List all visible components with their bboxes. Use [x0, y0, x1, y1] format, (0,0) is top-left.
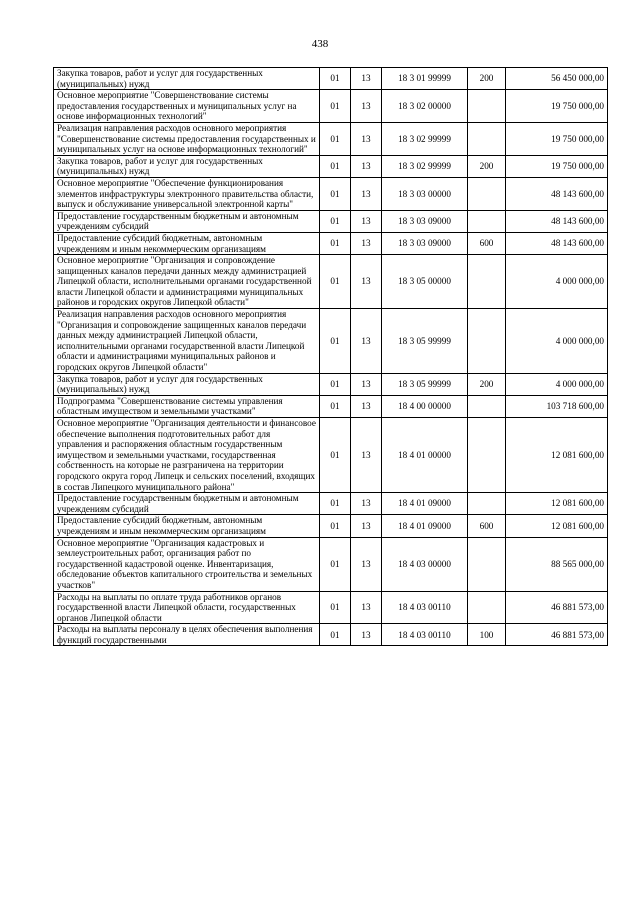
- target-article-cell: 18 4 01 00000: [382, 418, 468, 493]
- target-article-cell: 18 3 05 00000: [382, 255, 468, 309]
- target-article-cell: 18 3 05 99999: [382, 373, 468, 395]
- amount-cell: 12 081 600,00: [506, 515, 608, 537]
- expense-name-cell: Расходы на выплаты по оплате труда работников органов государственной власти Липецкой области, государственных органов Липецкой области: [54, 591, 320, 624]
- section-code-cell: 01: [320, 155, 351, 177]
- target-article-cell: 18 3 02 00000: [382, 90, 468, 123]
- amount-cell: 48 143 600,00: [506, 177, 608, 210]
- table-row: [54, 515, 608, 537]
- expense-type-cell: 200: [468, 68, 506, 90]
- expense-type-cell: [468, 122, 506, 155]
- expense-name-cell: Основное мероприятие "Обеспечение функционирования элементов инфраструктуры электронного правительства области, выпуск и обслуживание универсальной электронной карты": [54, 177, 320, 210]
- target-article-cell: 18 4 01 09000: [382, 493, 468, 515]
- table-row: [54, 155, 608, 177]
- subsection-code-cell: 13: [351, 591, 382, 624]
- subsection-code-cell: 13: [351, 177, 382, 210]
- subsection-code-cell: 13: [351, 122, 382, 155]
- amount-cell: 4 000 000,00: [506, 255, 608, 309]
- expense-name-cell: Основное мероприятие "Организация кадастровых и землеустроительных работ, организация работ по государственной кадастровой оценке. Инвентаризация, обследование объектов капитального строительства и земельных участков": [54, 537, 320, 591]
- subsection-code-cell: 13: [351, 232, 382, 254]
- table-row: [54, 177, 608, 210]
- table-row: [54, 418, 608, 493]
- section-code-cell: 01: [320, 309, 351, 374]
- amount-cell: 88 565 000,00: [506, 537, 608, 591]
- section-code-cell: 01: [320, 177, 351, 210]
- table-row: [54, 591, 608, 624]
- subsection-code-cell: 13: [351, 515, 382, 537]
- amount-cell: 46 881 573,00: [506, 591, 608, 624]
- table-row: [54, 68, 608, 90]
- section-code-cell: 01: [320, 591, 351, 624]
- expense-name-cell: Реализация направления расходов основного мероприятия "Организация и сопровождение защищенных каналов передачи данных между администрацией Липецкой области, исполнительными органами государственной власти Липецкой области и администрациями муниципальных районов и городских округов Липецкой области": [54, 309, 320, 374]
- amount-cell: 19 750 000,00: [506, 122, 608, 155]
- subsection-code-cell: 13: [351, 493, 382, 515]
- page-number: 438: [311, 38, 329, 50]
- expense-name-cell: Основное мероприятие "Организация деятельности и финансовое обеспечение выполнения подготовительных работ для управления и распоряжения областным государственным имуществом и земельными участками, государственная собственность на которые не разграничена на территории городского округа город Липецк и сельских поселений, входящих в состав Липецкого муниципального района": [54, 418, 320, 493]
- subsection-code-cell: 13: [351, 90, 382, 123]
- expense-name-cell: Закупка товаров, работ и услуг для государственных (муниципальных) нужд: [54, 68, 320, 90]
- budget-table: [53, 67, 608, 646]
- amount-cell: 4 000 000,00: [506, 309, 608, 374]
- section-code-cell: 01: [320, 515, 351, 537]
- table-row: [54, 232, 608, 254]
- target-article-cell: 18 4 03 00110: [382, 624, 468, 646]
- expense-name-cell: Закупка товаров, работ и услуг для государственных (муниципальных) нужд: [54, 155, 320, 177]
- expense-type-cell: 600: [468, 232, 506, 254]
- section-code-cell: 01: [320, 122, 351, 155]
- target-article-cell: 18 3 03 09000: [382, 232, 468, 254]
- expense-type-cell: [468, 395, 506, 417]
- expense-type-cell: [468, 537, 506, 591]
- expense-name-cell: Предоставление государственным бюджетным и автономным учреждениям субсидий: [54, 210, 320, 232]
- expense-type-cell: 200: [468, 373, 506, 395]
- table-row: [54, 122, 608, 155]
- amount-cell: 46 881 573,00: [506, 624, 608, 646]
- section-code-cell: 01: [320, 373, 351, 395]
- amount-cell: 19 750 000,00: [506, 155, 608, 177]
- section-code-cell: 01: [320, 624, 351, 646]
- expense-name-cell: Предоставление субсидий бюджетным, автономным учреждениям и иным некоммерческим организациям: [54, 232, 320, 254]
- expense-name-cell: Основное мероприятие "Совершенствование системы предоставления государственных и муниципальных услуг на основе информационных технологий": [54, 90, 320, 123]
- section-code-cell: 01: [320, 90, 351, 123]
- target-article-cell: 18 3 03 09000: [382, 210, 468, 232]
- expense-name-cell: Подпрограмма "Совершенствование системы управления областным имуществом и земельными участками": [54, 395, 320, 417]
- amount-cell: 103 718 600,00: [506, 395, 608, 417]
- amount-cell: 48 143 600,00: [506, 210, 608, 232]
- section-code-cell: 01: [320, 418, 351, 493]
- section-code-cell: 01: [320, 68, 351, 90]
- target-article-cell: 18 4 00 00000: [382, 395, 468, 417]
- subsection-code-cell: 13: [351, 395, 382, 417]
- subsection-code-cell: 13: [351, 255, 382, 309]
- expense-type-cell: [468, 90, 506, 123]
- expense-name-cell: Расходы на выплаты персоналу в целях обеспечения выполнения функций государственными: [54, 624, 320, 646]
- expense-type-cell: [468, 177, 506, 210]
- subsection-code-cell: 13: [351, 68, 382, 90]
- expense-type-cell: [468, 309, 506, 374]
- subsection-code-cell: 13: [351, 309, 382, 374]
- target-article-cell: 18 3 03 00000: [382, 177, 468, 210]
- expense-name-cell: Предоставление государственным бюджетным и автономным учреждениям субсидий: [54, 493, 320, 515]
- section-code-cell: 01: [320, 232, 351, 254]
- table-row: [54, 395, 608, 417]
- expense-name-cell: Закупка товаров, работ и услуг для государственных (муниципальных) нужд: [54, 373, 320, 395]
- expense-type-cell: 200: [468, 155, 506, 177]
- expense-type-cell: 100: [468, 624, 506, 646]
- expense-name-cell: Основное мероприятие "Организация и сопровождение защищенных каналов передачи данных между администрацией Липецкой области, исполнительными органами государственной власти Липецкой области и администрациями муниципальных районов и городских округов Липецкой области": [54, 255, 320, 309]
- budget-table-body: [54, 68, 608, 646]
- expense-type-cell: [468, 255, 506, 309]
- expense-type-cell: [468, 210, 506, 232]
- target-article-cell: 18 4 01 09000: [382, 515, 468, 537]
- section-code-cell: 01: [320, 537, 351, 591]
- table-row: [54, 537, 608, 591]
- amount-cell: 48 143 600,00: [506, 232, 608, 254]
- subsection-code-cell: 13: [351, 418, 382, 493]
- table-row: [54, 373, 608, 395]
- expense-name-cell: Предоставление субсидий бюджетным, автономным учреждениям и иным некоммерческим организациям: [54, 515, 320, 537]
- target-article-cell: 18 3 05 99999: [382, 309, 468, 374]
- table-row: [54, 90, 608, 123]
- target-article-cell: 18 4 03 00110: [382, 591, 468, 624]
- subsection-code-cell: 13: [351, 155, 382, 177]
- expense-type-cell: [468, 418, 506, 493]
- subsection-code-cell: 13: [351, 537, 382, 591]
- target-article-cell: 18 3 02 99999: [382, 155, 468, 177]
- section-code-cell: 01: [320, 395, 351, 417]
- amount-cell: 56 450 000,00: [506, 68, 608, 90]
- section-code-cell: 01: [320, 210, 351, 232]
- table-row: [54, 255, 608, 309]
- amount-cell: 12 081 600,00: [506, 493, 608, 515]
- section-code-cell: 01: [320, 255, 351, 309]
- table-row: [54, 493, 608, 515]
- target-article-cell: 18 3 01 99999: [382, 68, 468, 90]
- section-code-cell: 01: [320, 493, 351, 515]
- table-row: [54, 624, 608, 646]
- amount-cell: 19 750 000,00: [506, 90, 608, 123]
- target-article-cell: 18 4 03 00000: [382, 537, 468, 591]
- amount-cell: 12 081 600,00: [506, 418, 608, 493]
- expense-name-cell: Реализация направления расходов основного мероприятия "Совершенствование системы предоставления государственных и муниципальных услуг на основе информационных технологий": [54, 122, 320, 155]
- expense-type-cell: [468, 591, 506, 624]
- table-row: [54, 210, 608, 232]
- table-row: [54, 309, 608, 374]
- subsection-code-cell: 13: [351, 624, 382, 646]
- target-article-cell: 18 3 02 99999: [382, 122, 468, 155]
- subsection-code-cell: 13: [351, 210, 382, 232]
- subsection-code-cell: 13: [351, 373, 382, 395]
- expense-type-cell: [468, 493, 506, 515]
- expense-type-cell: 600: [468, 515, 506, 537]
- amount-cell: 4 000 000,00: [506, 373, 608, 395]
